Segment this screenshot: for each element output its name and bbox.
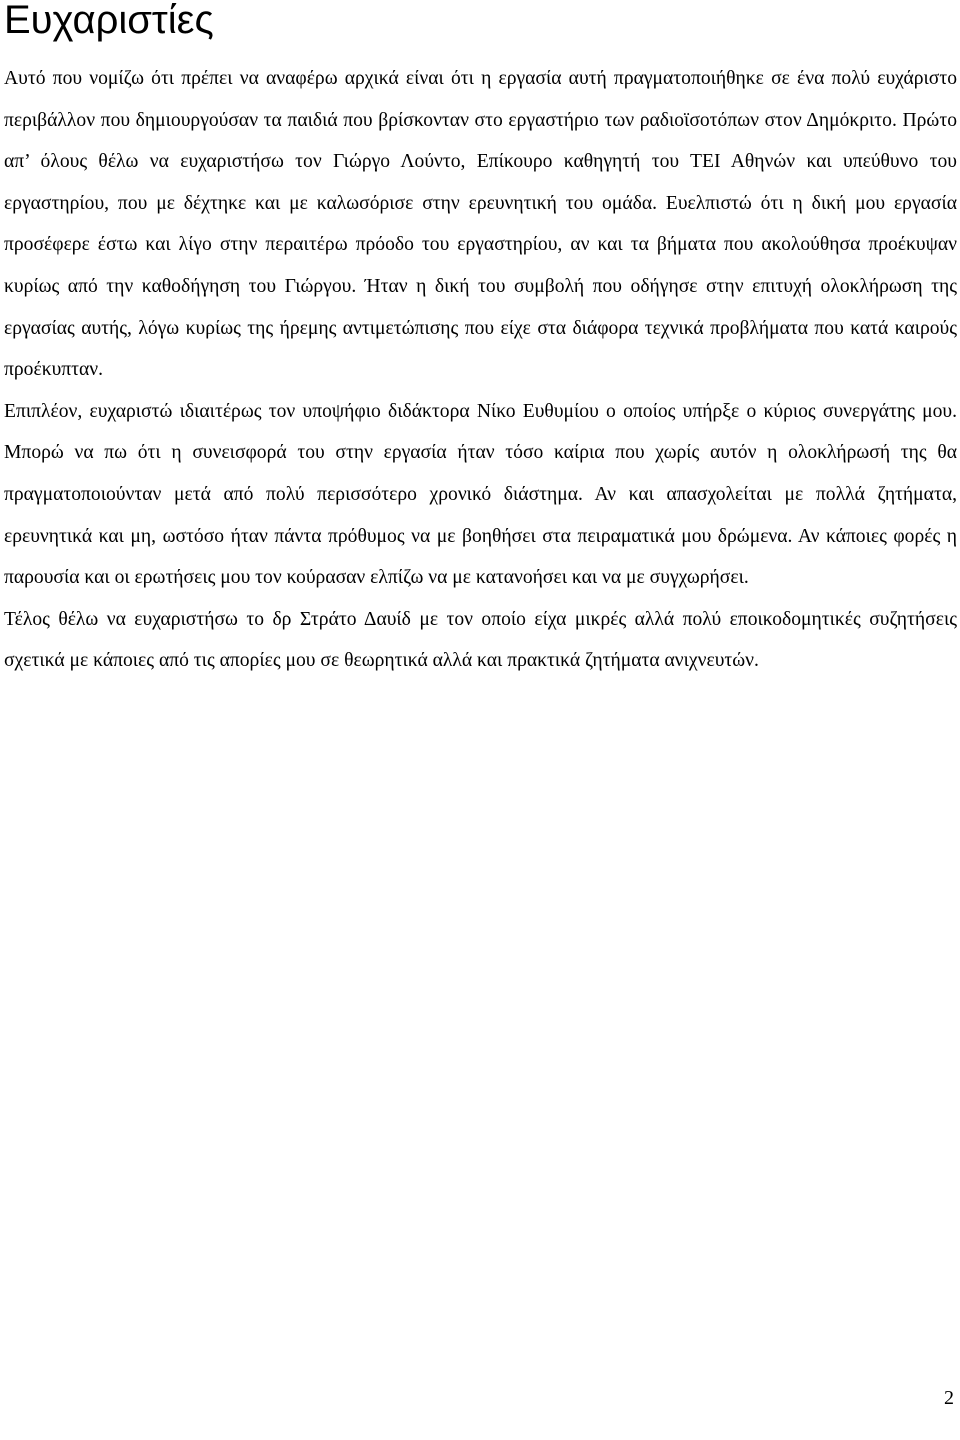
paragraph-1: Αυτό που νομίζω ότι πρέπει να αναφέρω αρχικά είναι ότι η εργασία αυτή πραγματοποιήθηκε σε ένα πολύ ευχάριστο περιβάλλον που δημιουργούσαν τα παιδιά που βρίσκονταν στο εργαστήριο των ραδιοϊσοτόπων στον Δημόκριτο. Πρώτο απ’ όλους θέλω να ευχαριστήσω τον Γιώργο Λούντο, Επίκουρο καθηγητή του ΤΕΙ Αθηνών και υπεύθυνο του εργαστηρίου, που με δέχτηκε και με καλωσόρισε στην ερευνητική του ομάδα. Ευελπιστώ ότι η δική μου εργασία προσέφερε έστω και λίγο στην περαιτέρω πρόοδο του εργαστηρίου, αν και τα βήματα που ακολούθησα προέκυψαν κυρίως από την καθοδήγηση του Γιώργου. Ήταν η δική του συμβολή που οδήγησε στην επιτυχή ολοκλήρωση της εργασίας αυτής, λόγω κυρίως της ήρεμης αντιμετώπισης που είχε στα διάφορα τεχνικά προβλήματα που κατά καιρούς προέκυπταν. [4,68,957,381]
page-title: Ευχαριστίες [4,0,214,42]
document-body [4,58,957,682]
page-number: 2 [944,1387,954,1409]
paragraph-2: Επιπλέον, ευχαριστώ ιδιαιτέρως τον υποψήφιο διδάκτορα Νίκο Ευθυμίου ο οποίος υπήρξε ο κύριος συνεργάτης μου. Μπορώ να πω ότι η συνεισφορά του στην εργασία ήταν τόσο καίρια που χωρίς αυτόν η ολοκλήρωσή της θα πραγματοποιούνταν μετά από πολύ περισσότερο χρονικό διάστημα. Αν και απασχολείται με πολλά ζητήματα, ερευνητικά και μη, ωστόσο ήταν πάντα πρόθυμος να με βοηθήσει στα πειραματικά μου δρώμενα. Αν κάποιες φορές η παρουσία και οι ερωτήσεις μου τον κούρασαν ελπίζω να με κατανοήσει και να με συγχωρήσει. [4,400,957,589]
paragraph-3: Τέλος θέλω να ευχαριστήσω το δρ Στράτο Δαυίδ με τον οποίο είχα μικρές αλλά πολύ εποικοδομητικές συζητήσεις σχετικά με κάποιες από τις απορίες μου σε θεωρητικά αλλά και πρακτικά ζητήματα ανιχνευτών. [4,608,957,672]
